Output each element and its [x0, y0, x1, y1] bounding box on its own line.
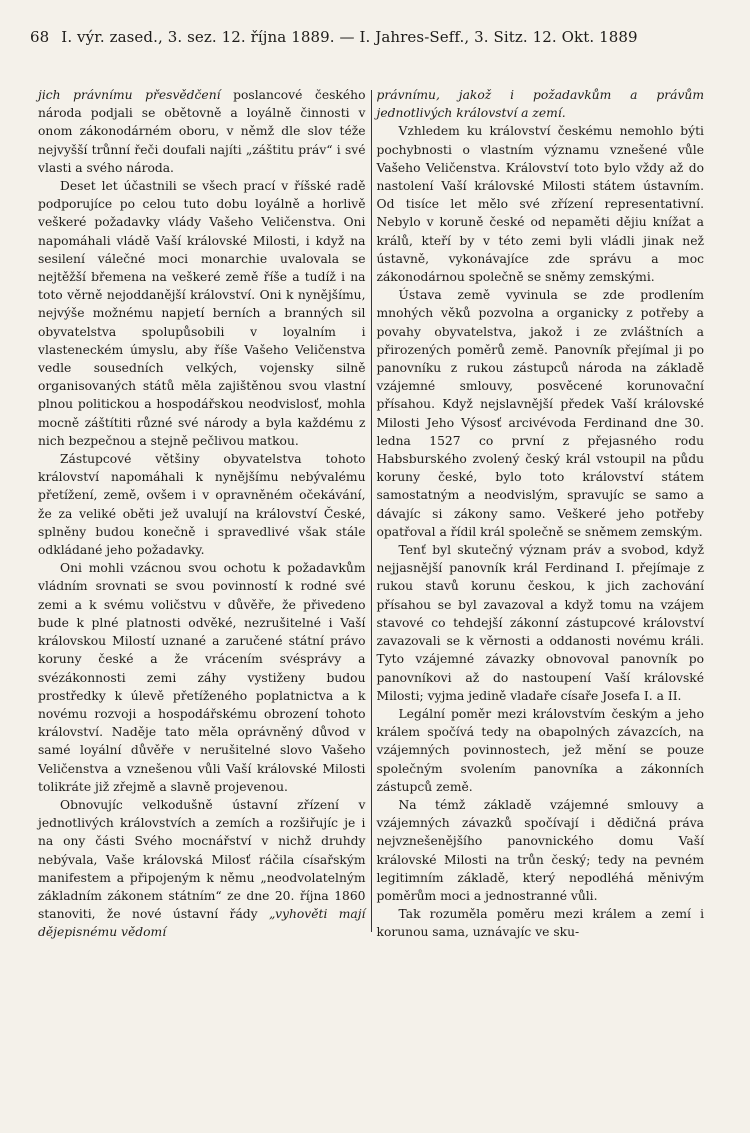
paragraph: Tak rozuměla poměru mezi králem a zemí i korunou sama, uznávajíc ve sku- [376, 907, 704, 940]
right-column [372, 86, 705, 942]
paragraph-text: Obnovujíc velkodušně ústavní zřízení v jednotlivých královstvích a zemích a rozšiřujíc je i na ony části Svého mocnářství v nichž druhdy nebývala, Vaše královská Milosť ráčila císařským manifestem a připojeným k němu „neodvolatelným základním zákonem státním“ ze dne 20. října 1860 stanoviti, že nové ústavní řády [38, 797, 366, 922]
paragraph: Ústava země vyvinula se zde prodlením mnohých věků pozvolna a organicky z potřeby a povahy obyvatelstva, jakož i ze zvláštních a přirozených poměrů země. Panovník přejímal ji po panovníku z rukou zástupců národa na základě vzájemné smlouvy, posvěcené korunovační přísahou. Když nejslavnější předek Vaší královské Milosti Jeho Výsosť arcivévoda Ferdinand dne 30. ledna 1527 co první z přejasného rodu Habsburského zvolený český král vstoupil na půdu koruny české, bylo toto království státem samostatným a neodvislým, spravujíc se samo a dávajíc si zákony samo. Veškeré jeho potřeby opatřoval a řídil král společně se sněmem zemským. [376, 288, 704, 539]
italic-phrase: jich právnímu přesvědčení [38, 88, 221, 102]
paragraph-text: poslancové českého národa podjali se obětovně a loyálně činnosti v onom zákonodárném oboru, v němž dle slov téže nejvyšší trůnní řeči doufali najíti „záštitu práv“ i své vlasti a svého národa. [38, 88, 366, 175]
text-columns [38, 86, 704, 942]
paragraph [38, 796, 366, 942]
paragraph: Vzhledem ku království českému nemohlo býti pochybnosti o vlastním významu vznešené vůle Vašeho Veličenstva. Království toto bylo vždy až do nastolení Vaší královské Milosti státem ústavním. Od tisíce let mělo své zřízení representativní. Nebylo v koruně české od nepaměti dějiu knížat a králů, kteří by v této zemi byli vládli jinak než ústavně, vykonávajíce zde správu a moc zákonodárnou společně se sněmy zemskými. [376, 124, 704, 285]
paragraph: Oni mohli vzácnou svou ochotu k požadavkům vládním srovnati se svou povinností k rodné své zemi a k svému voličstvu v důvěře, že přivedeno bude k plné platnosti odvěké, nezrušitelné i Vaší královskou Milostí uznané a zaručené státní právo koruny české a že vrácením svésprávy a svézákonnosti zemi záhy vystiženy budou prostředky k úlevě přetíženého poplatnictva a k novému rozvoji a hospodářskému obrození tohoto království. Naděje tato měla oprávněný důvod v samé loyální důvěře v nerušitelné slovo Vašeho Veličenstva a vznešenou vůli Vaší královské Milosti tolikráte již zřejmě a slavně projevenou. [38, 561, 366, 794]
paragraph: Na témž základě vzájemné smlouvy a vzájemných závazků spočívají i dědičná práva nejvznešenějšího panovnického domu Vaší královské Milosti na trůn český; tedy na pevném legitimním základě, který nepodléhá měnivým poměrům moci a jednostranné vůli. [376, 797, 704, 903]
paragraph: Deset let účastnili se všech prací v říšské radě podporujíce po celou tuto dobu loyálně a horlivě veškeré požadavky vlády Vašeho Veličenstva. Oni napomáhali vládě Vaší královské Milosti, i když na sesilení válečné moci monarchie uvalovala se nejtěžší břemena na veškeré země říše a tudíž i na toto věrně nejoddanější království. Oni k nynějšímu, nejvýše možnému napjetí berních a branných sil obyvatelstva spolupůsobili v loyalním i vlasteneckém úmyslu, aby říše Vašeho Veličenstva vedle sousedních velkých, vojensky silně organisovaných států měla zajištěnou svou vlastní plnou politickou a hospodářskou neodvislosť, mohla mocně záštítiti různé své národy a byla každému z nich bezpečnou a stejně pečlivou matkou. [38, 179, 366, 448]
running-header [30, 28, 720, 46]
running-head-title: I. výr. zased., 3. sez. 12. října 1889. — I. Jahres-Seff., 3. Sitz. 12. Okt. 1889 [61, 28, 638, 46]
paragraph: Legální poměr mezi královstvím českým a jeho králem spočívá tedy na obapolných závazcích, na vzájemných povinnostech, jež mění se pouze společným svolením panovníka a zákonních zástupců země. [376, 706, 704, 794]
paragraph [38, 86, 366, 177]
paragraph: Zástupcové většiny obyvatelstva tohoto království napomáhali k nynějšímu nebývalému přetížení, země, ovšem i v opravněném očekávání, že za veliké oběti jež uvalují na království České, splněny budou konečně i spravedlivé však stále odkládané jeho požadavky. [38, 452, 366, 558]
paragraph: Tenť byl skutečný význam práv a svobod, když nejjasnější panovník král Ferdinand I. přejímaje z rukou stavů korunu českou, k jich zachování přísahou se byl zavazoval a když tomu na vzájem stavové co tehdejší zákonní zástupcové království zavazovali se k věrnosti a oddanosti novému králi. Tyto vzájemné závazky obnovoval panovník po panovníkovi až do nastoupení Vaší královské Milosti; vyjma jedině vladaře císaře Josefa I. a II. [376, 543, 704, 703]
page-number: 68 [30, 28, 50, 46]
paragraph: právnímu, jakož i požadavkům a právům jednotlivých království a zemí. [376, 88, 704, 121]
italic-phrase: „vyhověti mají dějepisnému vědomí [38, 907, 366, 940]
left-column [38, 86, 371, 942]
